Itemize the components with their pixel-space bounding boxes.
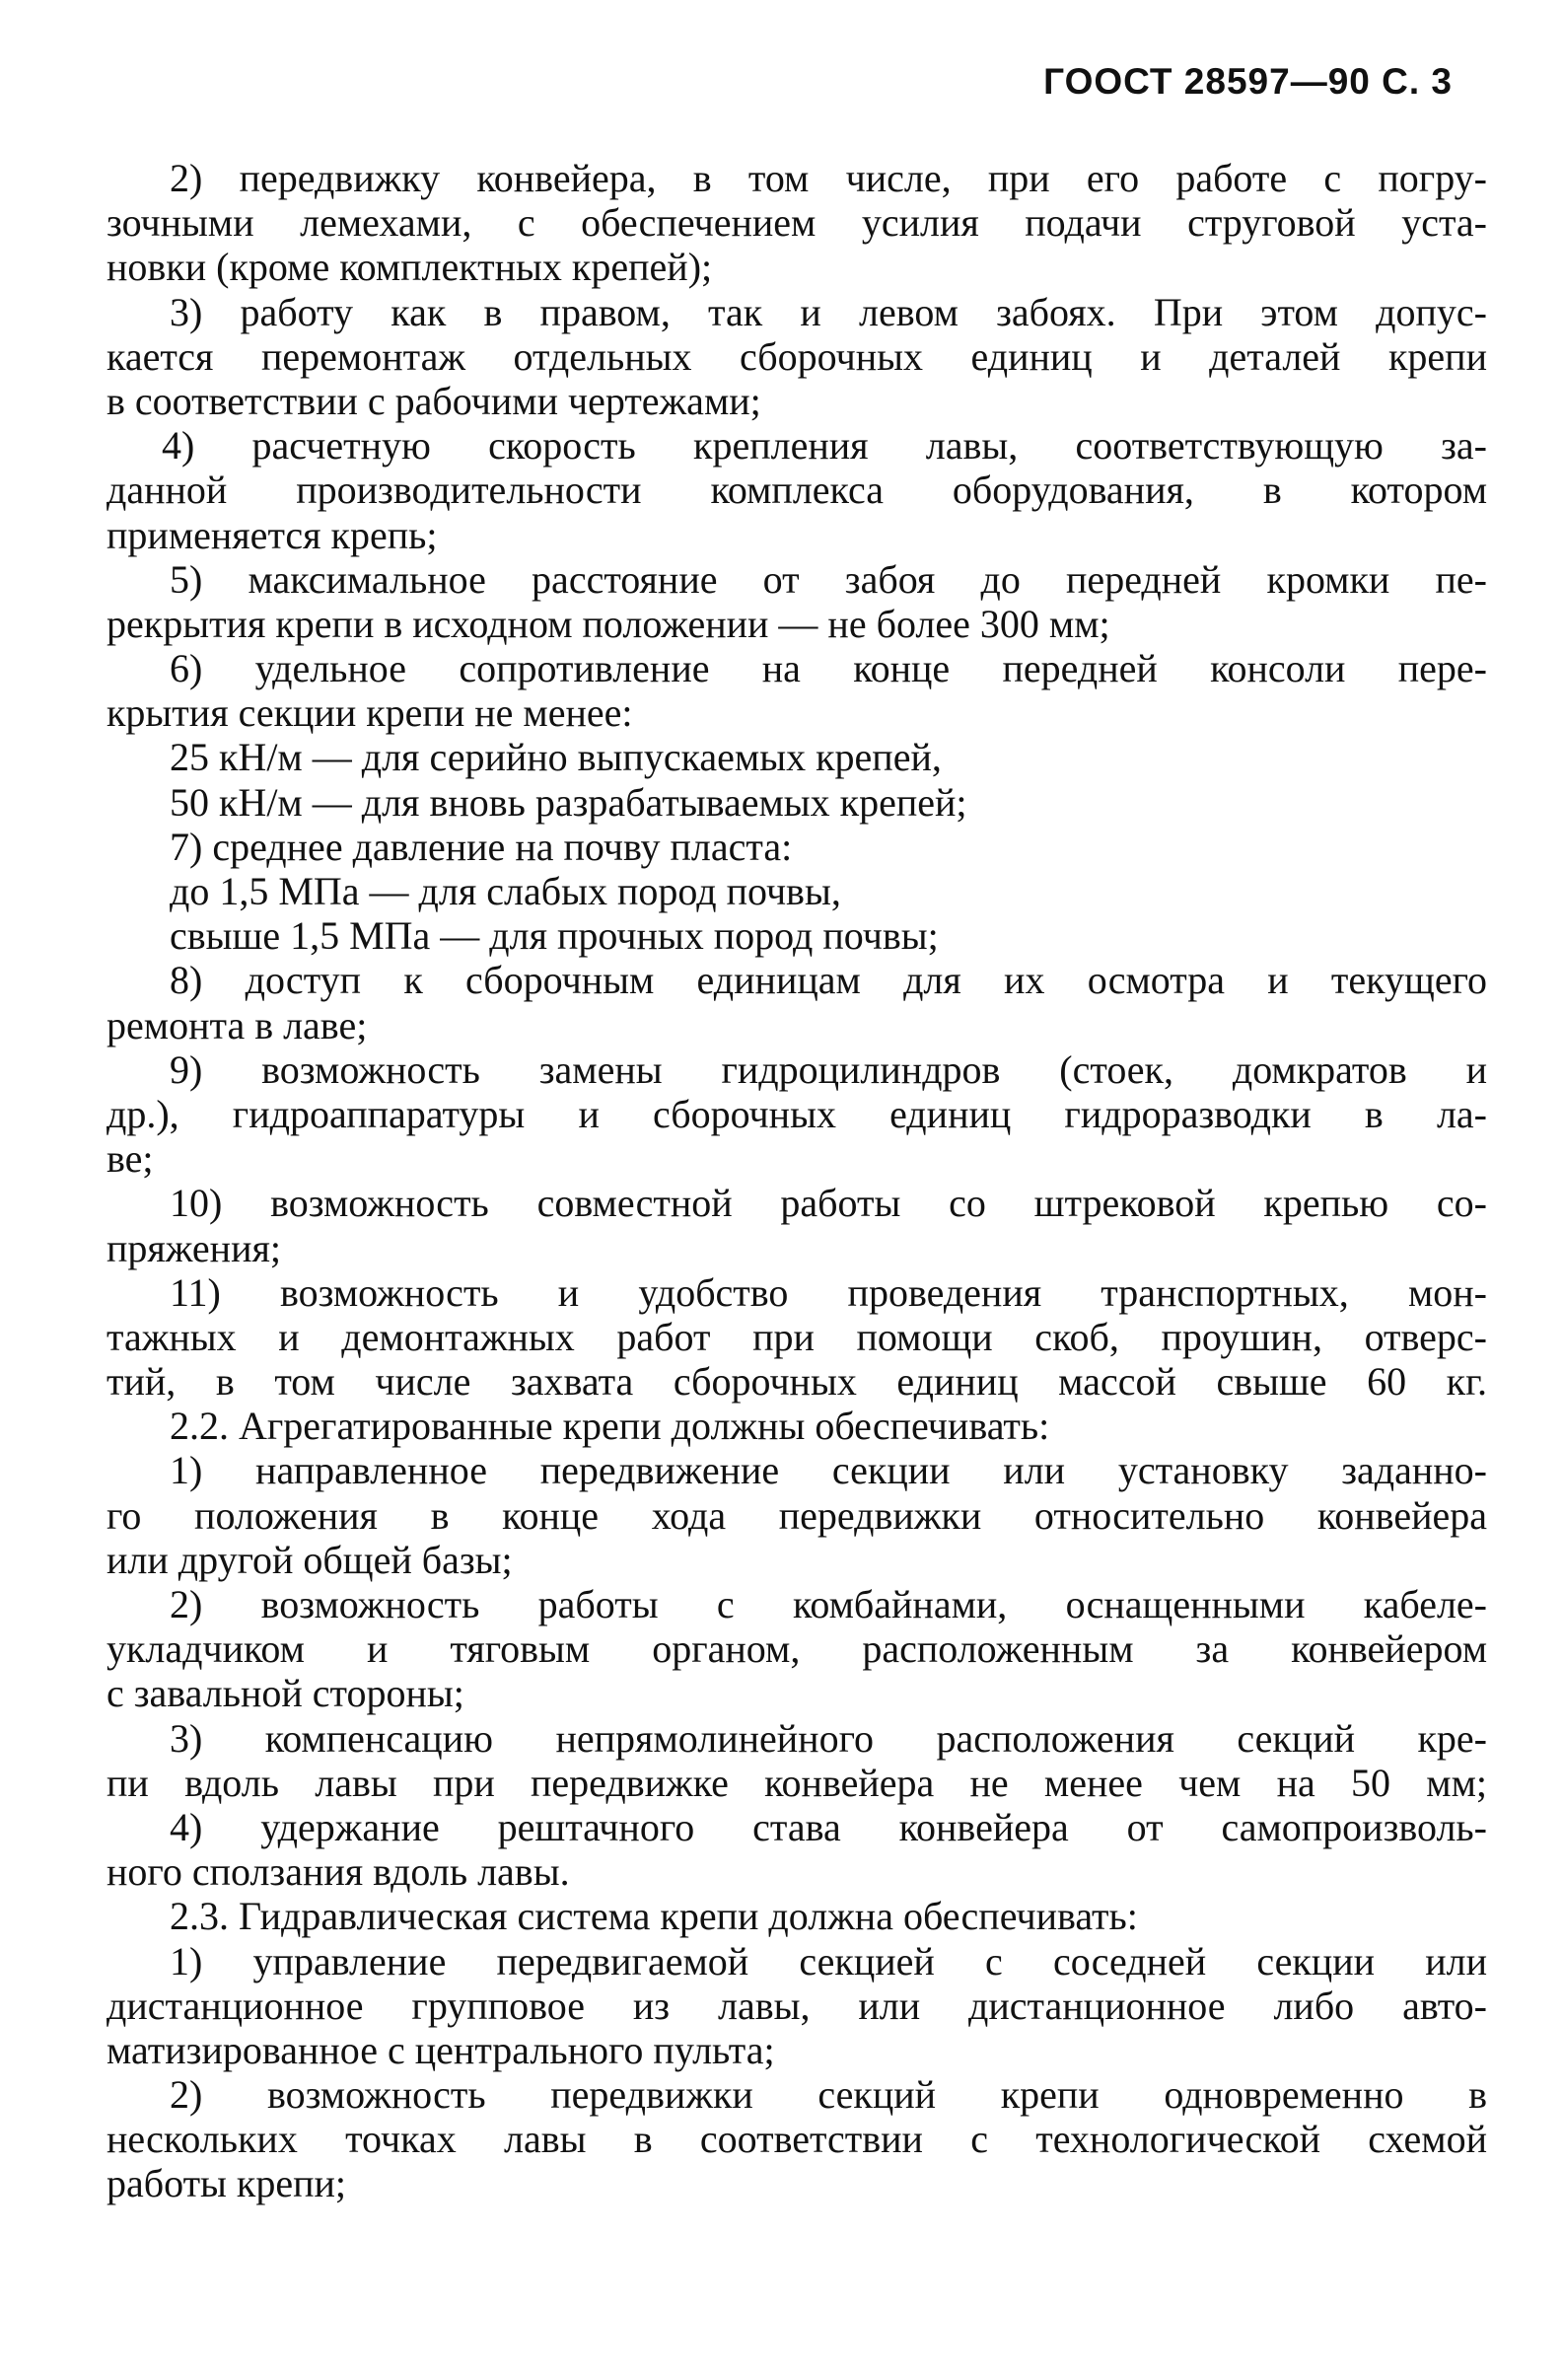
text-line: или другой общей базы; — [107, 1537, 513, 1582]
text-line: зочными лемехами, с обеспечением усилия подачи струговой уста- — [107, 200, 1487, 246]
text-line: 9) возможность замены гидроцилиндров (стоек, домкратов и — [170, 1046, 1487, 1092]
text-line: новки (кроме комплектных крепей); — [107, 245, 713, 290]
page-header: ГООСТ 28597—90 С. 3 — [1043, 61, 1453, 102]
text-line: 10) возможность совместной работы со штрековой крепью со- — [170, 1181, 1487, 1226]
text-line: 5) максимальное расстояние от забоя до передней кромки пе- — [170, 556, 1487, 602]
text-line: ного сползания вдоль лавы. — [107, 1849, 570, 1895]
text-line: тажных и демонтажных работ при помощи скоб, проушин, отверс- — [107, 1314, 1487, 1359]
text-line: 2) возможность передвижки секций крепи одновременно в — [170, 2072, 1487, 2118]
text-line: го положения в конце хода передвижки относительно конвейера — [107, 1492, 1487, 1538]
text-line: укладчиком и тяговым органом, расположенным за конвейером — [107, 1626, 1487, 1672]
text-line: 2.3. Гидравлическая система крепи должна обеспечивать: — [170, 1894, 1138, 1939]
text-line: рекрытия крепи в исходном положении — не более 300 мм; — [107, 601, 1110, 646]
text-line: с завальной стороны; — [107, 1671, 464, 1716]
text-line: др.), гидроаппаратуры и сборочных единиц гидроразводки в ла- — [107, 1091, 1487, 1136]
text-line: применяется крепь; — [107, 512, 438, 557]
text-line: 2) передвижку конвейера, в том числе, при его работе с погру- — [170, 156, 1487, 200]
text-line: до 1,5 МПа — для слабых пород почвы, — [170, 869, 841, 913]
text-line: 2) возможность работы с комбайнами, оснащенными кабеле- — [170, 1582, 1487, 1626]
text-line: 25 кН/м — для серийно выпускаемых крепей, — [170, 735, 942, 780]
text-line: 3) компенсацию непрямолинейного расположения секций кре- — [170, 1715, 1487, 1761]
text-line: 1) направленное передвижение секции или установку заданно- — [170, 1448, 1487, 1493]
text-line: тий, в том числе захвата сборочных единиц массой свыше 60 кг. — [107, 1359, 1487, 1405]
text-line: 3) работу как в правом, так и левом забоях. При этом допус- — [170, 289, 1487, 334]
body-text — [107, 156, 1487, 2206]
text-line: матизированное с центрального пульта; — [107, 2027, 775, 2072]
text-line: ве; — [107, 1136, 154, 1182]
text-line: пряжения; — [107, 1225, 281, 1270]
text-line: нескольких точках лавы в соответствии с технологической схемой — [107, 2117, 1487, 2162]
text-line: 4) удержание рештачного става конвейера от самопроизволь- — [170, 1804, 1487, 1849]
text-line: 7) среднее давление на почву пласта: — [170, 824, 793, 869]
text-line: 8) доступ к сборочным единицам для их осмотра и текущего — [170, 958, 1487, 1003]
text-line: свыше 1,5 МПа — для прочных пород почвы; — [170, 913, 939, 959]
text-line: пи вдоль лавы при передвижке конвейера не менее чем на 50 мм; — [107, 1760, 1487, 1805]
text-line: данной производительности комплекса оборудования, в котором — [107, 468, 1487, 513]
text-line: 50 кН/м — для вновь разрабатываемых крепей; — [170, 779, 967, 825]
text-line: 4) расчетную скорость крепления лавы, соответствующую за- — [162, 423, 1487, 469]
text-line: 1) управление передвигаемой секцией с соседней секции или — [170, 1938, 1487, 1983]
text-line: крытия секции крепи не менее: — [107, 690, 633, 736]
text-line: в соответствии с рабочими чертежами; — [107, 378, 761, 423]
text-line: 2.2. Агрегатированные крепи должны обеспечивать: — [170, 1404, 1050, 1449]
text-line: работы крепи; — [107, 2161, 347, 2206]
text-line: 11) возможность и удобство проведения транспортных, мон- — [170, 1269, 1487, 1315]
text-line: 6) удельное сопротивление на конце передней консоли пере- — [170, 646, 1487, 691]
text-line: ремонта в лаве; — [107, 1002, 368, 1047]
text-line: кается перемонтаж отдельных сборочных единиц и деталей крепи — [107, 333, 1487, 379]
text-line: дистанционное групповое из лавы, или дистанционное либо авто- — [107, 1983, 1487, 2028]
